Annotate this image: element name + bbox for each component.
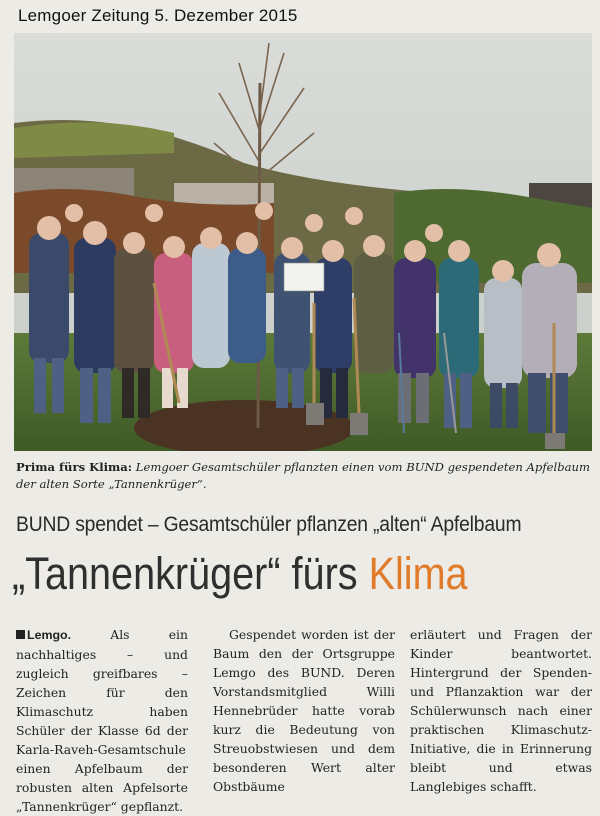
headline-kicker: BUND spendet – Gesamtschüler pflanzen „alten“ Apfelbaum: [16, 513, 522, 536]
bullet-square-icon: [16, 630, 25, 639]
group-photo-illustration: [14, 33, 592, 451]
headline-accent: Klima: [368, 548, 468, 599]
headline-main: „Tannenkrüger“ fürs: [12, 548, 369, 599]
column-2-text: Gespendet worden ist der Baum den der Ortsgruppe Lemgo des BUND. Deren Vorstandsmitglied Willi Hennebrüder hatte vorab kurz die Bedeutung von Streuobstwiesen und dem besonderen Wert alter Obstbäume: [213, 627, 395, 794]
article-column-3: [410, 625, 592, 796]
article-column-1: [16, 625, 188, 816]
source-line: Lemgoer Zeitung 5. Dezember 2015: [18, 6, 298, 25]
caption-text: Lemgoer Gesamtschüler pflanzten einen vom BUND gespendeten Apfelbaum der alten Sorte „Tannenkrüger“.: [16, 460, 591, 491]
column-3-text: erläutert und Fragen der Kinder beantwortet. Hintergrund der Spenden- und Pflanzaktion war der Schülerwunsch nach einer praktischen Klimaschutz-Initiative, die in Erinnerung bleibt und etwas Langlebiges schafft.: [410, 627, 592, 794]
column-1-text: Als ein nachhaltiges – und zugleich greifbares – Zeichen für den Klimaschutz haben Schüler der Klasse 6d der Karla-Raveh-Gesamtschule einen Apfelbaum der robusten alten Apfelsorte „Tannenkrüger“ gepflanzt.: [16, 627, 188, 814]
article-column-2: [213, 625, 395, 796]
headline: [12, 548, 531, 600]
dateline-location: Lemgo.: [27, 628, 72, 642]
photo-caption: [16, 459, 591, 493]
article-photo: [14, 33, 592, 451]
caption-lead: Prima fürs Klima:: [16, 460, 133, 474]
